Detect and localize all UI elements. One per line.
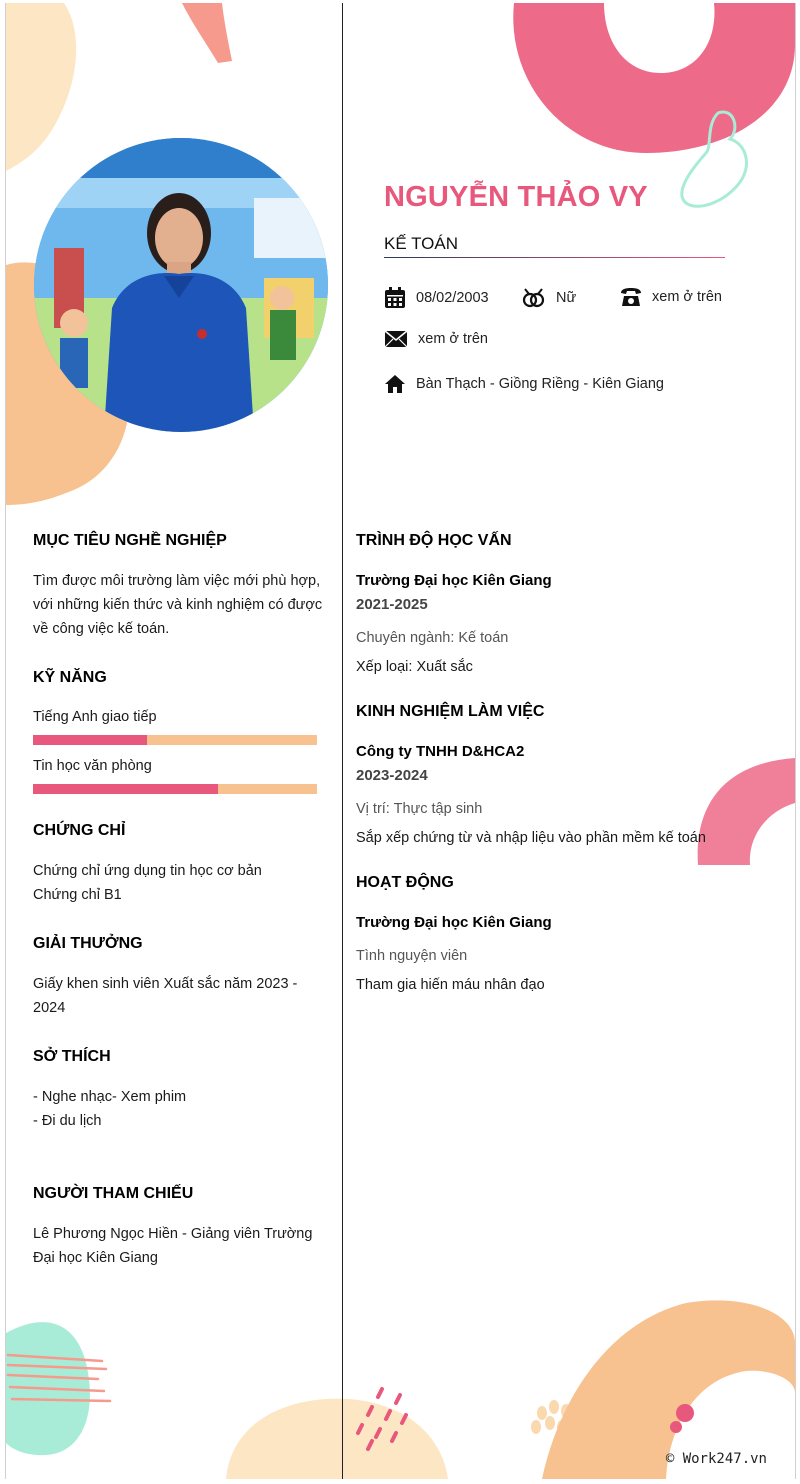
objective-heading: MỤC TIÊU NGHỀ NGHIỆP [33,532,227,549]
skill-label-english: Tiếng Anh giao tiếp [33,709,157,725]
phone-icon [620,287,642,307]
hobbies-heading: SỞ THÍCH [33,1048,111,1065]
job-title: KẾ TOÁN [384,234,459,253]
gender-icon [522,287,546,309]
skill-bar-office [33,784,317,794]
education-school: Trường Đại học Kiên Giang [356,572,552,589]
experience-position: Vị trí: Thực tập sinh [356,801,483,817]
skill-fill-office [33,784,218,794]
profile-photo [34,138,328,432]
experience-description: Sắp xếp chứng từ và nhập liệu vào phần mềm kế toán [356,830,706,846]
certificates-text: Chứng chỉ ứng dụng tin học cơ bản Chứng chỉ B1 [33,863,262,903]
activities-role: Tình nguyện viên [356,948,468,964]
phone-text: xem ở trên [652,289,722,305]
birthdate-item [384,287,489,309]
skill-label-office: Tin học văn phòng [33,758,152,774]
education-years: 2021-2025 [356,596,428,613]
title-underline [384,257,725,258]
full-name: NGUYỄN THẢO VY [384,181,648,213]
hobbies-text: - Nghe nhạc- Xem phim - Đi du lịch [33,1089,187,1129]
gender-text: Nữ [556,290,577,306]
email-item [384,330,488,348]
address-text: Bàn Thạch - Giồng Riềng - Kiên Giang [416,376,664,392]
cv-page [5,3,796,1479]
awards-heading: GIẢI THƯỞNG [33,935,143,952]
experience-company: Công ty TNHH D&HCA2 [356,743,525,760]
home-icon [384,374,406,394]
activities-description: Tham gia hiến máu nhân đạo [356,977,545,993]
phone-item [620,287,722,307]
education-rank: Xếp loại: Xuất sắc [356,659,473,675]
skill-fill-english [33,735,147,745]
mail-icon [384,330,408,348]
activities-organization: Trường Đại học Kiên Giang [356,914,552,931]
skill-bar-english [33,735,317,745]
experience-heading: KINH NGHIỆM LÀM VIỆC [356,703,545,720]
education-heading: TRÌNH ĐỘ HỌC VẤN [356,532,512,549]
education-major: Chuyên ngành: Kế toán [356,630,509,646]
birthdate-text: 08/02/2003 [416,290,489,306]
skills-heading: KỸ NĂNG [33,669,107,686]
experience-years: 2023-2024 [356,767,428,784]
address-item [384,374,664,394]
email-text: xem ở trên [418,331,488,347]
certificates-heading: CHỨNG CHỈ [33,822,126,839]
references-text: Lê Phương Ngọc Hiền - Giảng viên Trường Đại học Kiên Giang [33,1226,313,1266]
gender-item [522,287,576,309]
awards-text: Giấy khen sinh viên Xuất sắc năm 2023 - 2024 [33,976,298,1016]
calendar-icon [384,287,406,309]
column-divider [342,3,343,1479]
footer-credit: © Work247.vn [665,1451,767,1467]
references-heading: NGƯỜI THAM CHIẾU [33,1185,194,1202]
activities-heading: HOẠT ĐỘNG [356,874,454,891]
objective-text: Tìm được môi trường làm việc mới phù hợp, với những kiến thức và kinh nghiệm có được về công việc kế toán. [33,573,323,637]
